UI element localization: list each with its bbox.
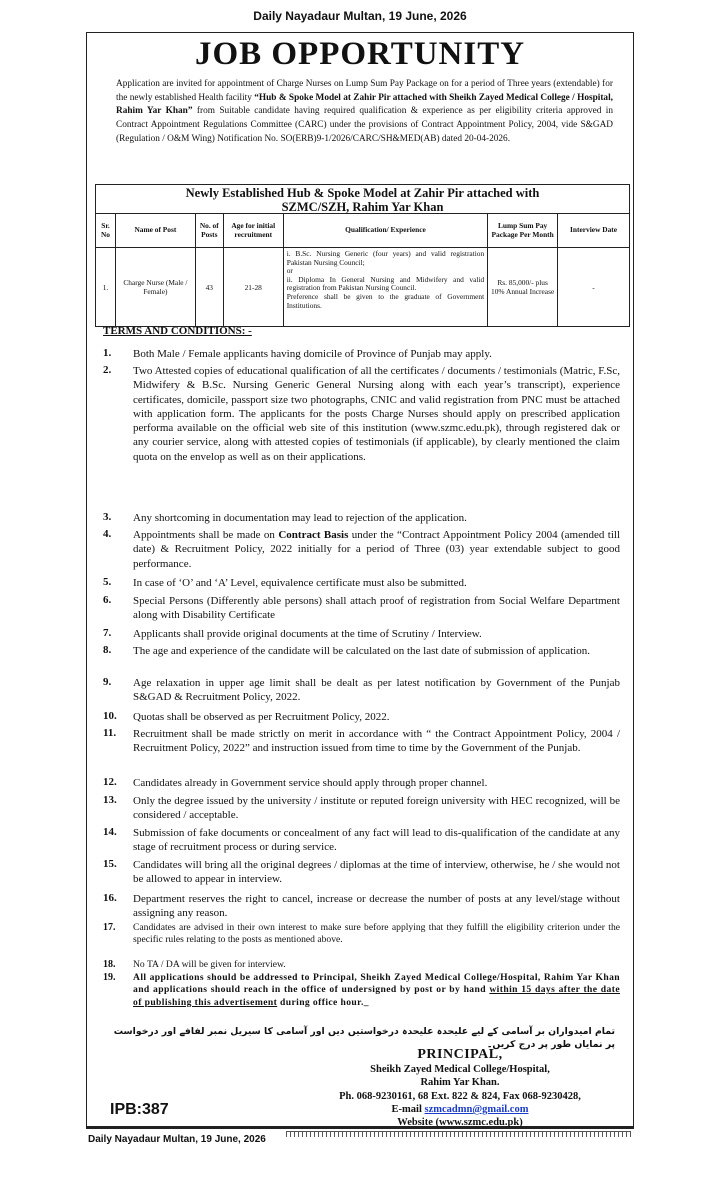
qual-option-2: ii. Diploma In General Nursing and Midwifery and valid registration from Pakistan Nursing Council. [286, 274, 485, 293]
cell-pay: Rs. 85,000/- plus 10% Annual Increase [488, 248, 558, 327]
signature-email-row [280, 1103, 640, 1116]
terms-heading: TERMS AND CONDITIONS: - [103, 325, 252, 337]
col-no: No. of Posts [195, 214, 223, 248]
ipb-number: IPB:387 [110, 1101, 169, 1118]
cell-age: 21-28 [223, 248, 283, 327]
term-text: Only the degree issued by the university / institute or reputed foreign university with HEC recognized, will be considered / acceptable. [133, 795, 620, 822]
footer-rule [286, 1131, 631, 1137]
term-number: 8. [103, 644, 112, 656]
term-number: 2. [103, 364, 112, 376]
term-text [133, 528, 620, 571]
term-number: 11. [103, 727, 117, 739]
table-heading-line2: SZMC/SZH, Rahim Yar Khan [281, 200, 444, 214]
term-number: 4. [103, 528, 112, 540]
term-19-text-c: during office hour._ [277, 996, 369, 1008]
qual-or: or [286, 266, 293, 276]
term-4-contract-basis: Contract Basis [278, 529, 349, 541]
term-number: 14. [103, 826, 117, 838]
term-number: 9. [103, 676, 112, 688]
term-text: Two Attested copies of educational qualification of all the certificates / documents / testimonials (Matric, F.Sc, Midwifery & B.Sc. Nursing Generic General Nursing along with each year’s transcript), experience certificates, domicile, passport size two photographs, CNIC and valid registration from PNC must be attached with application form. The applicants for the posts Charge Nurses should apply on prescribed application performa available on the official web site of this institution (www.szmc.edu.pk), through registered dak or any courier service, along with attested copies of testimonials (if applicable), by clearly mentioned the claim quota on the envelop as well as on their applications. [133, 365, 620, 463]
signature-title: PRINCIPAL, [417, 1047, 503, 1062]
term-number: 6. [103, 594, 112, 606]
cell-post: Charge Nurse (Male / Female) [115, 248, 195, 327]
signature-phone: Ph. 068-9230161, 68 Ext. 822 & 824, Fax 068-9230428, [339, 1090, 581, 1102]
term-text: The age and experience of the candidate will be calculated on the last date of submission of application. [133, 645, 590, 657]
qual-option-1: i. B.Sc. Nursing Generic (four years) and valid registration Pakistan Nursing Council; [286, 249, 485, 267]
term-text: Age relaxation in upper age limit shall be dealt as per latest notification by Government of the Punjab S&GAD & Recruitment Policy, 2022. [133, 677, 620, 704]
col-interview: Interview Date [558, 214, 630, 248]
term-19-deadline: within 15 days after the date of publishing this advertisement [133, 984, 620, 1008]
cell-interview: - [558, 248, 630, 327]
term-text: Candidates are advised in their own interest to make sure before applying that they fulfill the eligibility criterion under the specific rules relating to the posts as mentioned above. [133, 922, 620, 945]
col-sr: Sr. No [96, 214, 116, 248]
term-number: 5. [103, 576, 112, 588]
term-number: 15. [103, 858, 117, 870]
col-age: Age for initial recruitment [223, 214, 283, 248]
term-text: Recruitment shall be made strictly on merit in accordance with “ the Contract Appointment Policy, 2004 / Recruitment Policy, 2022” and instruction issued from time to time by the Government of the Punjab. [133, 728, 620, 755]
signature-block [280, 1046, 640, 1129]
term-number: 7. [103, 627, 112, 639]
signature-website[interactable]: Website (www.szmc.edu.pk) [397, 1117, 523, 1129]
cell-sr: 1. [96, 248, 116, 327]
term-number: 10. [103, 710, 117, 722]
newspaper-header: Daily Nayadaur Multan, 19 June, 2026 [253, 9, 467, 23]
term-number: 16. [103, 892, 117, 904]
term-text: Applicants shall provide original documents at the time of Scrutiny / Interview. [133, 628, 482, 640]
term-number: 12. [103, 776, 117, 788]
term-number: 18. [103, 959, 116, 970]
term-number: 3. [103, 511, 112, 523]
term-text: Both Male / Female applicants having domicile of Province of Punjab may apply. [133, 348, 492, 360]
urdu-note: تمام امیدواران بر آسامی کے لیے علیحدہ علیحدہ درخواستیں دیں اور آسامی کا سیریل نمبر لفافے اور درخواست پر نمایاں طور پر درج کریں۔ [113, 1026, 615, 1050]
term-text: Special Persons (Differently able persons) shall attach proof of registration from Social Welfare Department along with Disability Certificate [133, 595, 620, 622]
col-pay: Lump Sum Pay Package Per Month [488, 214, 558, 248]
term-text: Quotas shall be observed as per Recruitment Policy, 2022. [133, 711, 390, 723]
intro-facility: “Hub & Spoke Model at Zahir Pir attached with Sheikh Zayed Medical College / Hospital, Rahim Yar Khan” [116, 92, 613, 117]
term-text: In case of ‘O’ and ‘A’ Level, equivalence certificate must also be submitted. [133, 577, 467, 589]
email-label: E-mail [391, 1103, 425, 1115]
signature-line2: Rahim Yar Khan. [420, 1077, 500, 1089]
term-4-text-a: Appointments shall be made on [133, 529, 279, 541]
term-number: 19. [103, 972, 116, 983]
term-4-text-c: under the “Contract Appointment Policy 2004 (amended till date) & Recruitment Policy, 2022 initially for a period of Three (03) year extendable subject to good performance. [133, 529, 620, 570]
term-text: No TA / DA will be given for interview. [133, 959, 286, 970]
intro-text-2: from Suitable candidate having required qualification & experience as per eligibility criteria approved in Contract Appointment Regulations Committee (CARC) under the provisions of Contract Appointment Policy, 2004, vide S&GAD (Regulation / O&M Wing) Notification No. SO(ERB)9-1/2026/CARC/SH&MED(AB) dated 20-04-2026. [116, 106, 614, 144]
term-text: Submission of fake documents or concealment of any fact will lead to dis-qualification of the candidate at any stage of recruitment process or during service. [133, 827, 620, 854]
term-text [133, 972, 620, 1009]
term-text: Department reserves the right to cancel, increase or decrease the number of posts at any level/stage without assigning any reason. [133, 893, 620, 920]
signature-line1: Sheikh Zayed Medical College/Hospital, [370, 1064, 550, 1075]
intro-text-1: Application are invited for appointment of Charge Nurses on Lump Sum Pay Package on for a period of Three years (extendable) for the newly established Health facility [116, 79, 613, 103]
term-text: Candidates already in Government service should apply through proper channel. [133, 777, 488, 789]
page-title: JOB OPPORTUNITY [194, 36, 526, 72]
term-text: Any shortcoming in documentation may lead to rejection of the application. [133, 512, 467, 524]
col-post: Name of Post [115, 214, 195, 248]
cell-no: 43 [195, 248, 223, 327]
term-19-text-a: All applications should be addressed to Principal, Sheikh Zayed Medical College/Hospital, Rahim Yar Khan and applications should reach in the office of undersigned by post or by hand [133, 972, 620, 996]
newspaper-footer [86, 1127, 634, 1151]
term-number: 13. [103, 794, 117, 806]
qual-preference: Preference shall be given to the graduate of Government Institutions. [286, 291, 485, 310]
col-qual: Qualification/ Experience [283, 214, 487, 248]
term-number: 17. [103, 922, 116, 933]
table-heading-line1: Newly Established Hub & Spoke Model at Zahir Pir attached with [185, 186, 540, 200]
footer-date: Daily Nayadaur Multan, 19 June, 2026 [88, 1134, 266, 1145]
email-link[interactable]: szmcadmn@gmail.com [424, 1103, 529, 1115]
term-text: Candidates will bring all the original degrees / diplomas at the time of interview, otherwise, he / she would not be allowed to appear in interview. [133, 859, 620, 886]
term-number: 1. [103, 347, 112, 359]
